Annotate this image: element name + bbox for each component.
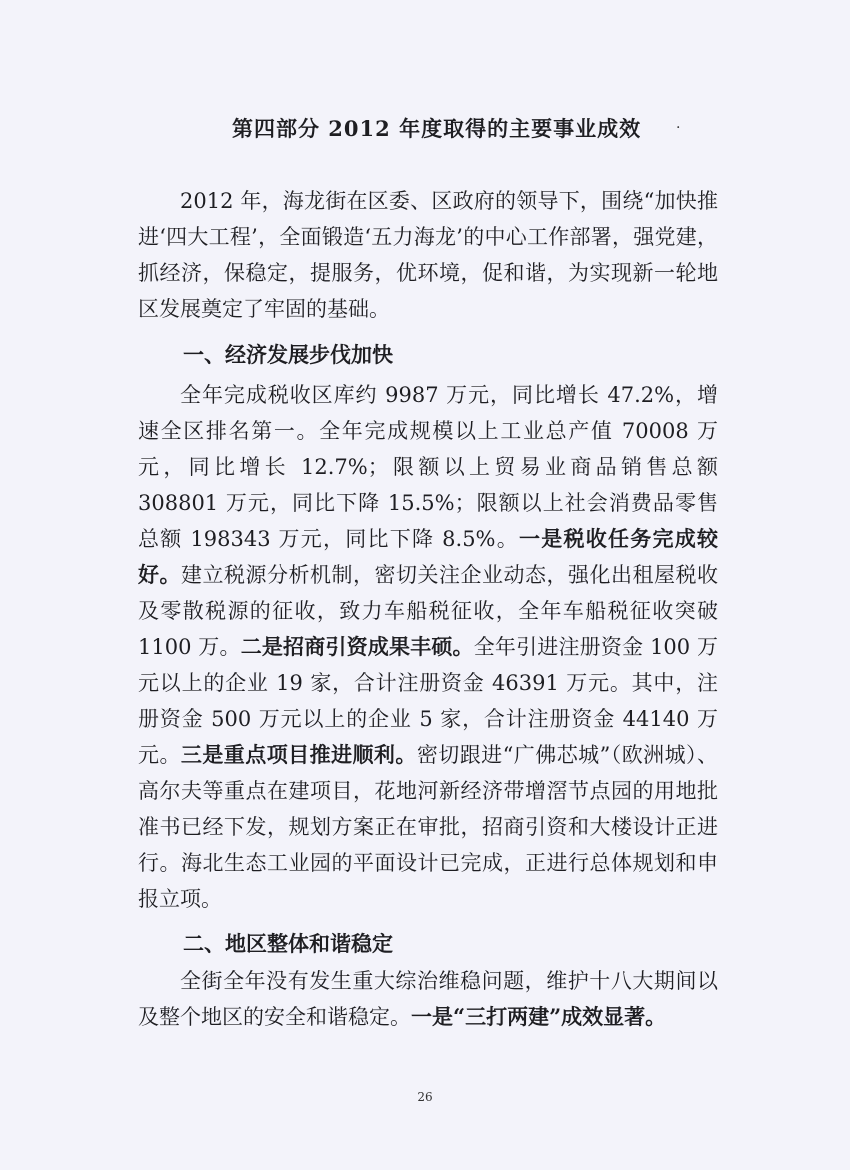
page-number: 26: [417, 1090, 433, 1104]
paragraph-intro: [138, 183, 718, 327]
economy-text-4: 密切跟进“广佛芯城”（欧洲城）、高尔夫等重点在建项目，花地河新经济带增滘节点园的用地批准书已经下发，规划方案正在审批，招商引资和大楼设计正进行。海北生态工业园的平面设计已完成，正进行总体规划和申报立项。: [138, 743, 719, 911]
stray-mark: .: [676, 116, 681, 132]
economy-text-3: 全年引进注册资金 100 万元以上的企业 19 家，合计注册资金 46391 万元。其中，注册资金 500 万元以上的企业 5 家，合计注册资金 44140 万元。: [138, 635, 719, 767]
heading-economy: 一、经济发展步伐加快: [183, 342, 393, 367]
section-title: 第四部分 2012 年度取得的主要事业成效: [232, 116, 642, 141]
economy-text-2: 建立税源分析机制，密切关注企业动态，强化出租屋税收及零散税源的征收，致力车船税征收，全年车船税征收突破 1100 万。: [138, 563, 718, 659]
economy-bold-3: 三是重点项目推进顺利。: [180, 742, 417, 767]
paragraph-intro-text: 2012 年，海龙街在区委、区政府的领导下，围绕“加快推进‘四大工程’，全面锻造‘五力海龙’的中心工作部署，强党建，抓经济，保稳定，提服务，优环境，促和谐，为实现新一轮地区发展奠定了牢固的基础。: [138, 189, 718, 321]
economy-text-1: 全年完成税收区库约 9987 万元，同比增长 47.2%，增速全区排名第一。全年完成规模以上工业总产值 70008 万元，同比增长 12.7%；限额以上贸易业商品销售总额 308801 万元，同比下降 15.5%；限额以上社会消费品零售总额 198343 万元，同比下降 8.5%。: [138, 383, 718, 551]
stability-bold-1: 一是“三打两建”成效显著。: [411, 1004, 667, 1029]
paragraph-stability: [138, 963, 718, 1035]
paragraph-economy: [138, 377, 718, 917]
heading-stability: 二、地区整体和谐稳定: [183, 931, 393, 956]
economy-bold-1: 一是税收任务完成较好。: [138, 526, 718, 587]
stability-text-1: 全街全年没有发生重大综治维稳问题，维护十八大期间以及整个地区的安全和谐稳定。: [138, 969, 718, 1029]
economy-bold-2: 二是招商引资成果丰硕。: [240, 634, 474, 659]
